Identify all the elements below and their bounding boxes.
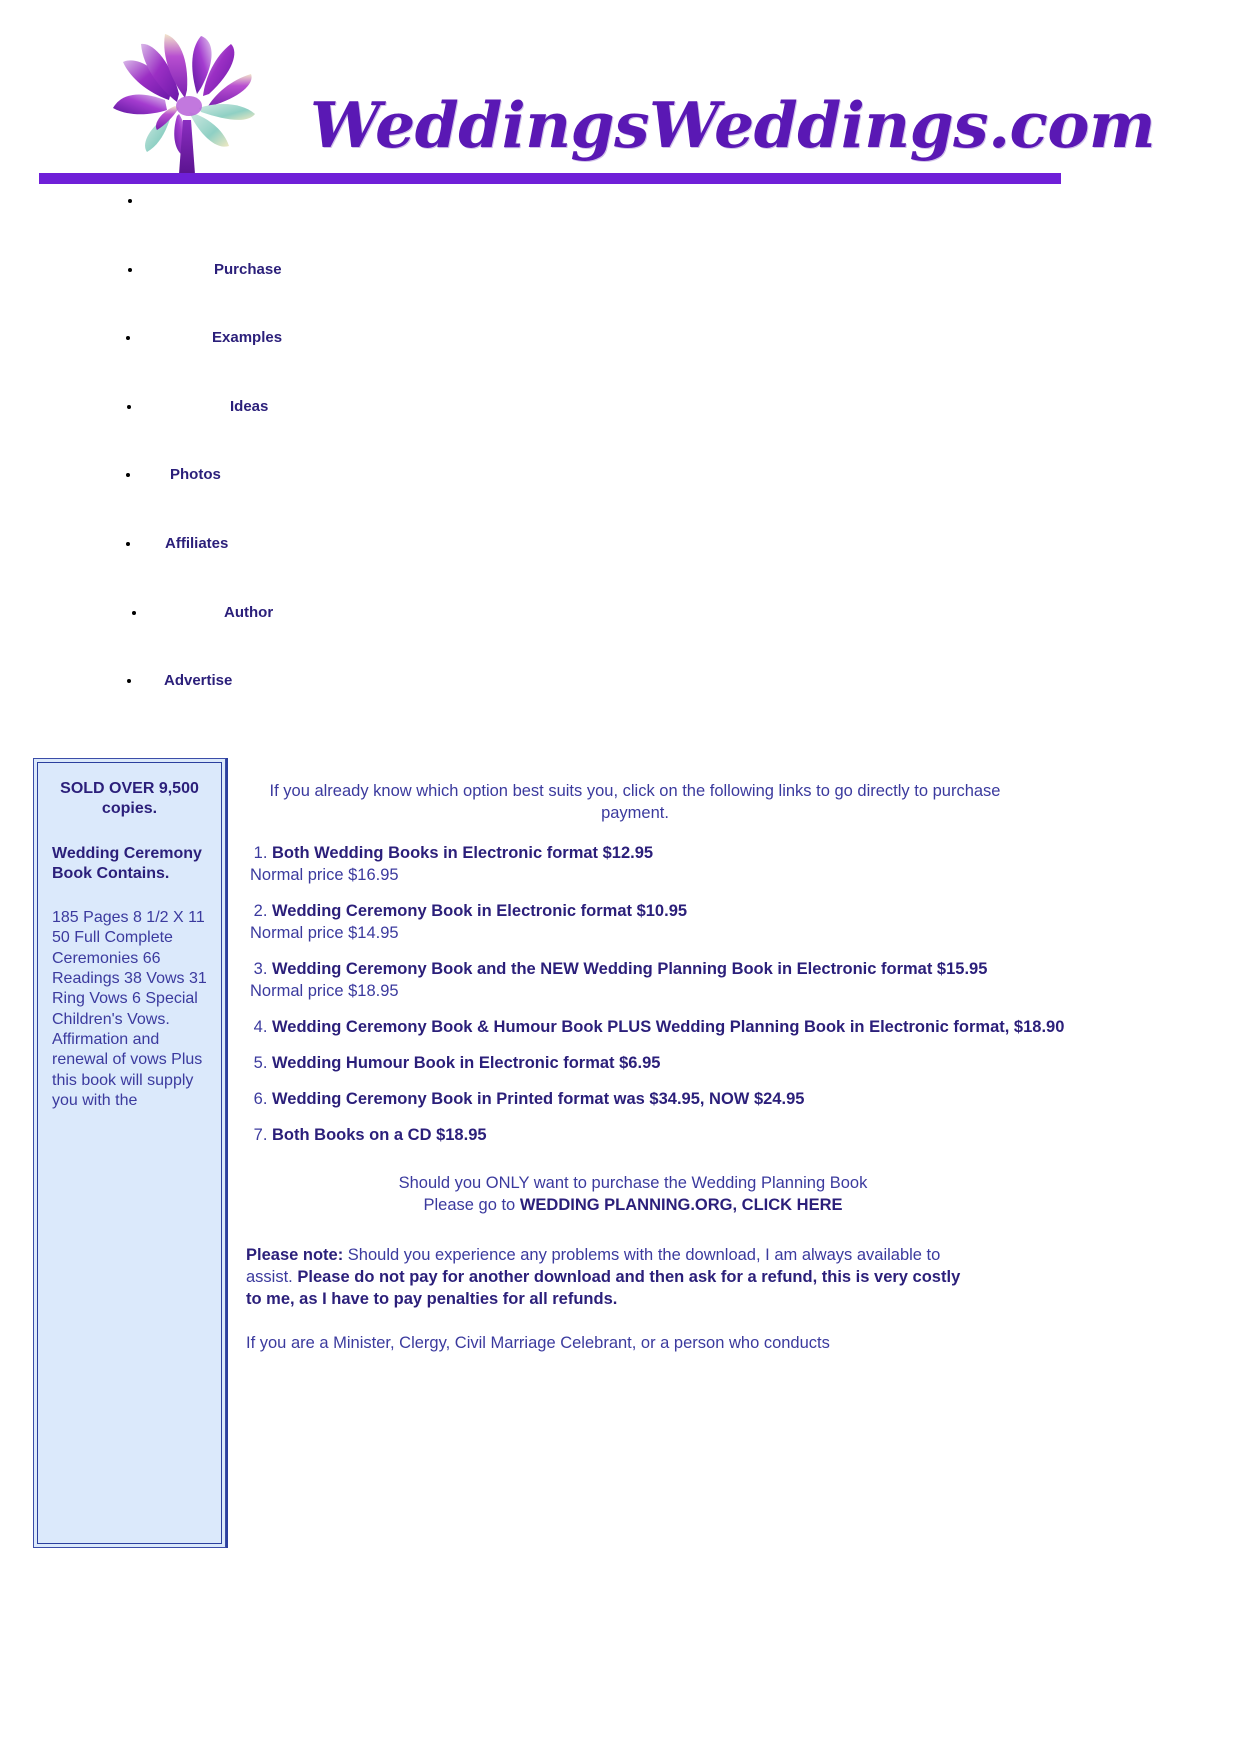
content-area — [0, 757, 1241, 1557]
please-note-bold: Please do not pay for another download and then ask for a refund, this is very costly to me, as I have to pay penalties for all refunds. — [246, 1268, 961, 1308]
purchase-option-5[interactable] — [272, 1052, 1072, 1074]
planning-note-line1: Should you ONLY want to purchase the Wedding Planning Book — [398, 1174, 868, 1192]
nav-item-purchase[interactable] — [0, 259, 400, 328]
bullet-icon — [128, 268, 132, 272]
purchase-option-normal-price: Normal price $16.95 — [250, 866, 399, 884]
bullet-icon — [128, 199, 132, 203]
nav-item-photos[interactable] — [0, 464, 400, 533]
purchase-option-title[interactable]: 3. Wedding Ceremony Book and the NEW Wedding Planning Book in Electronic format $15.95 — [272, 960, 988, 978]
purchase-option-normal-price: Normal price $14.95 — [250, 924, 399, 942]
nav-item-examples[interactable] — [0, 327, 400, 396]
book-contains-heading: Wedding Ceremony Book Contains. — [52, 844, 202, 882]
nav-item-author[interactable] — [0, 602, 400, 671]
nav-item-0[interactable] — [0, 190, 400, 259]
please-note-label: Please note: — [246, 1246, 344, 1264]
bullet-icon — [126, 473, 130, 477]
purchase-option-title[interactable]: 5. Wedding Humour Book in Electronic format $6.95 — [272, 1054, 661, 1072]
nav-label-author: Author — [224, 603, 274, 621]
sold-copies-banner: SOLD OVER 9,500 copies. — [60, 780, 199, 818]
planning-note-prefix: Please go to — [423, 1196, 520, 1214]
nav-label-ideas: Ideas — [230, 397, 269, 415]
nav-item-ideas[interactable] — [0, 396, 400, 465]
purchase-option-title[interactable]: 7. Both Books on a CD $18.95 — [272, 1126, 487, 1144]
primary-nav — [0, 190, 400, 739]
nav-item-affiliates[interactable] — [0, 533, 400, 602]
purchase-option-2[interactable] — [250, 900, 1072, 944]
planning-book-note — [238, 1172, 1028, 1216]
main-column — [226, 758, 1226, 1548]
purchase-option-6[interactable] — [272, 1088, 1072, 1110]
book-contains-list: 185 Pages 8 1/2 X 11 50 Full Complete Ceremonies 66 Readings 38 Vows 31 Ring Vows 6 Special Children's Vows. Affirmation and renewal of vows Plus this book will supply you with the — [52, 909, 207, 1109]
nav-item-advertise[interactable] — [0, 670, 400, 739]
site-masthead — [0, 0, 1241, 200]
purchase-option-3[interactable] — [250, 958, 1072, 1002]
intro-paragraph: If you already know which option best suits you, click on the following links to go directly to purchase payment. — [269, 782, 1001, 822]
bullet-icon — [127, 405, 131, 409]
purchase-option-title[interactable]: 2. Wedding Ceremony Book in Electronic format $10.95 — [272, 902, 688, 920]
iris-flower-logo-icon — [105, 32, 315, 174]
bullet-icon — [127, 679, 131, 683]
bullet-icon — [126, 336, 130, 340]
sidebar-inner — [37, 762, 222, 1544]
please-note-paragraph — [246, 1244, 961, 1310]
purchase-options-list — [238, 842, 1072, 1146]
purchase-option-title[interactable]: 1. Both Wedding Books in Electronic format $12.95 — [272, 844, 654, 862]
wedding-planning-org-link[interactable]: WEDDING PLANNING.ORG, CLICK HERE — [519, 1196, 843, 1214]
purchase-option-4[interactable] — [272, 1016, 1072, 1038]
nav-label-examples: Examples — [212, 329, 283, 347]
nav-label-photos: Photos — [170, 466, 221, 484]
nav-label-purchase: Purchase — [214, 260, 282, 278]
header-divider-bar — [39, 173, 1061, 184]
brand-wordmark: WeddingsWeddings.com — [310, 88, 1156, 162]
nav-label-affiliates: Affiliates — [165, 534, 229, 552]
bullet-icon — [132, 611, 136, 615]
sidebar-promo-box — [33, 758, 226, 1548]
purchase-option-title[interactable]: 4. Wedding Ceremony Book & Humour Book PLUS Wedding Planning Book in Electronic format, $18.90 — [272, 1018, 1065, 1036]
purchase-option-7[interactable] — [272, 1124, 1072, 1146]
bullet-icon — [126, 542, 130, 546]
purchase-option-1[interactable] — [250, 842, 1072, 886]
site-logo[interactable] — [105, 32, 1156, 172]
minister-paragraph: If you are a Minister, Clergy, Civil Marriage Celebrant, or a person who conducts — [246, 1334, 830, 1352]
nav-label-advertise: Advertise — [164, 672, 233, 690]
purchase-option-normal-price: Normal price $18.95 — [250, 982, 399, 1000]
purchase-option-title[interactable]: 6. Wedding Ceremony Book in Printed format was $34.95, NOW $24.95 — [272, 1090, 805, 1108]
please-note-plain: Should you experience any problems with the download, I am always available to assist. — [246, 1246, 941, 1286]
